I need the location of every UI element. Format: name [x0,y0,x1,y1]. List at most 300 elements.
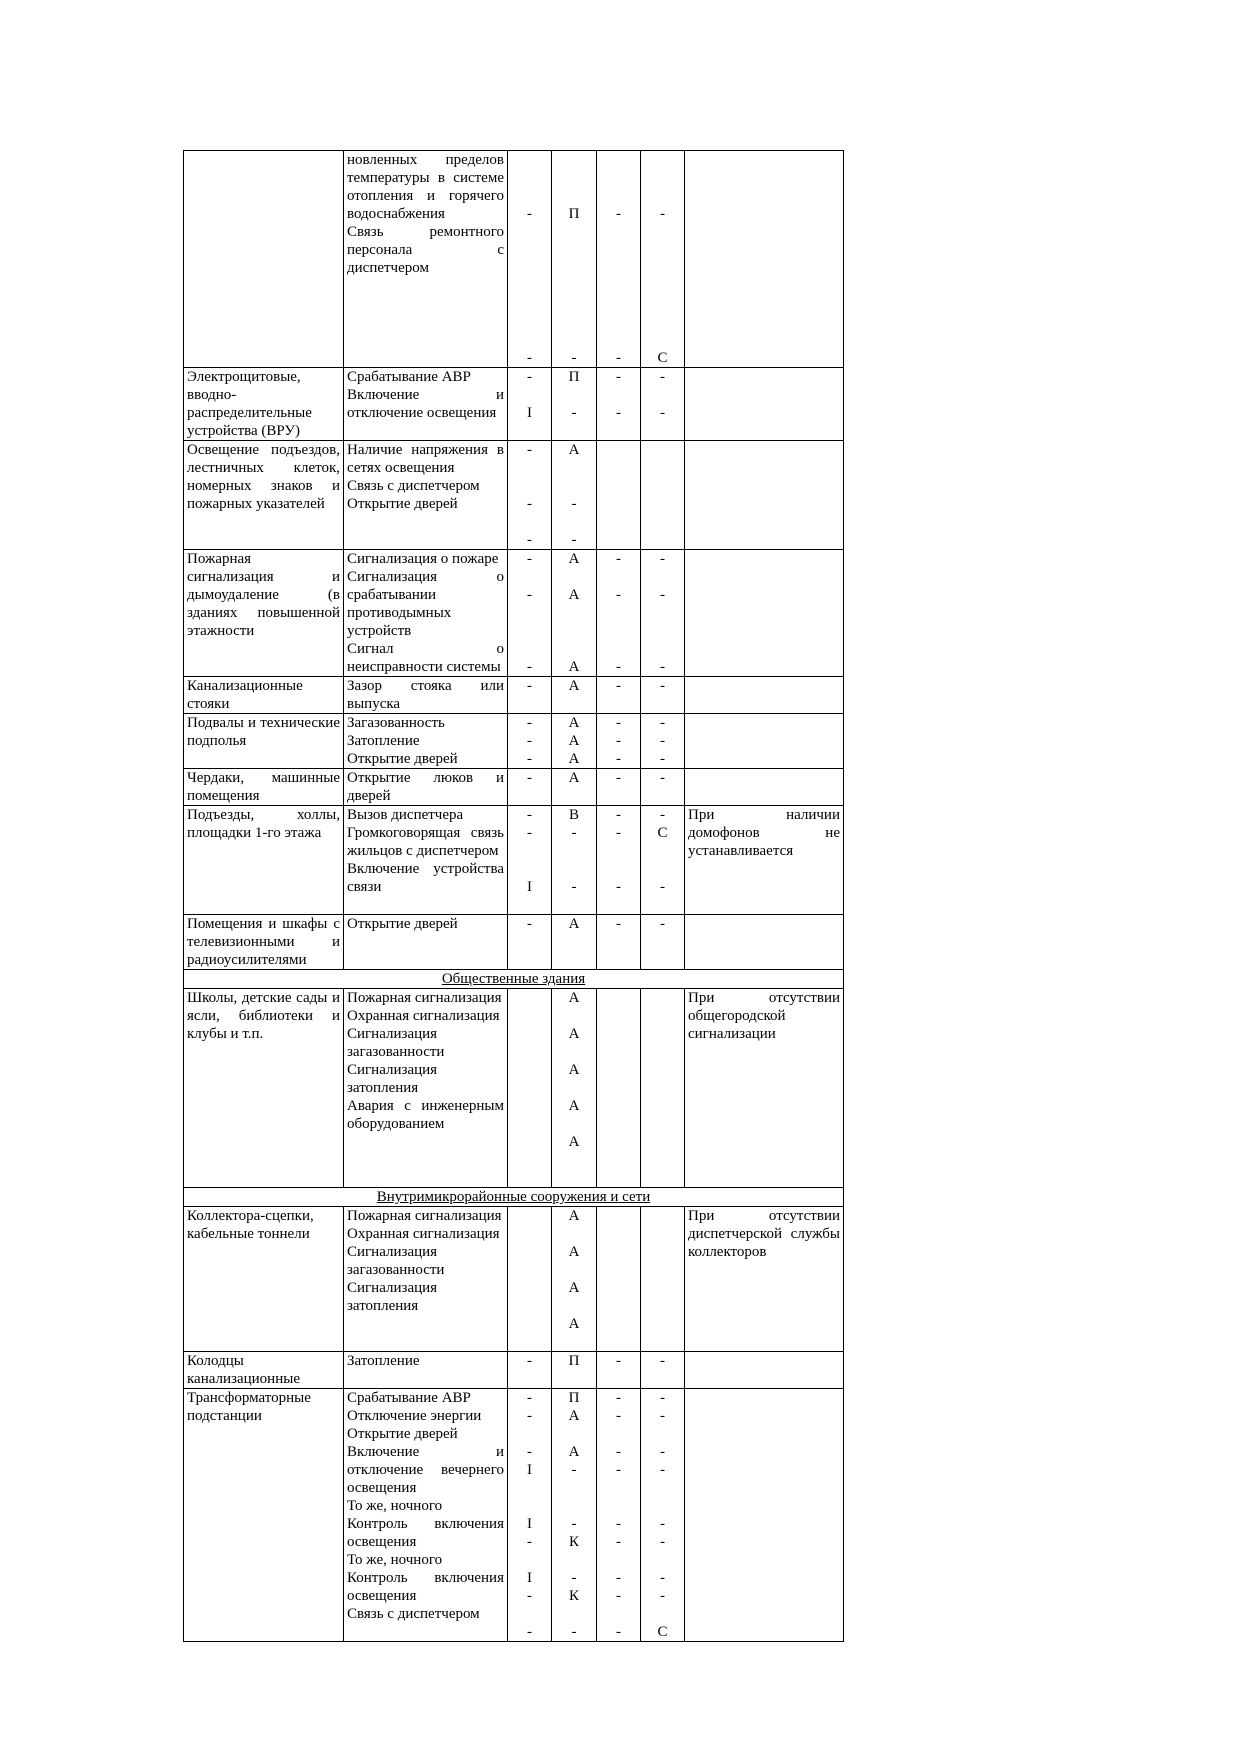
signal-mark: - [616,807,621,823]
signal-mark: - [527,442,532,458]
signal-mark [508,1043,551,1061]
signal-column-4 [641,550,685,677]
signal-mark [641,842,684,860]
signal-mark [597,223,640,241]
signal-mark [508,1243,551,1261]
signal-mark: - [527,807,532,823]
object-cell: Подвалы и технические подполья [184,714,344,769]
note-cell [685,441,844,550]
object-cell: Чердаки, машинные помещения [184,769,344,806]
table-row [184,151,844,368]
signal-mark: - [616,879,621,895]
signal-mark [552,1115,596,1133]
parameter-item: Затопление [347,1353,420,1369]
signal-mark [508,459,551,477]
signal-mark [641,459,684,477]
signal-column-2 [552,714,597,769]
signal-column-4 [641,1207,685,1352]
signal-mark [597,1425,640,1443]
signal-mark [641,1497,684,1515]
signal-mark: А [568,551,580,567]
signal-mark: I [527,1462,532,1478]
signal-mark: - [660,1462,665,1478]
parameter-item: Зазор стояка или выпуска [347,678,504,712]
signal-mark [508,259,551,277]
signal-mark: - [616,659,621,675]
signal-mark [597,1151,640,1169]
signal-mark: - [616,733,621,749]
section-title: Общественные здания [184,970,844,989]
signal-mark: А [568,715,580,731]
signal-mark: - [660,678,665,694]
table-row [184,1389,844,1642]
signal-mark: - [660,1444,665,1460]
table-row [184,368,844,441]
signal-mark [641,531,684,549]
parameter-cell [344,441,508,550]
signal-mark: - [660,1588,665,1604]
signal-mark: - [571,496,577,512]
signal-mark [597,951,640,969]
parameter-item: Сигнализация затопления [347,1062,438,1096]
signal-mark [597,1297,640,1315]
table-row [184,550,844,677]
object-cell: Подъезды, холлы, площадки 1-го этажа [184,806,344,915]
signal-column-3 [597,368,641,441]
signal-mark [597,933,640,951]
signal-mark: А [568,1026,580,1042]
signal-mark [508,1297,551,1315]
parameter-item: Вызов диспетчера [347,807,464,823]
signal-column-3 [597,1207,641,1352]
signal-column-4 [641,989,685,1188]
signal-mark: I [527,879,532,895]
signal-mark [641,933,684,951]
parameter-item: Пожарная сигнализация [347,990,502,1006]
signal-mark [641,1243,684,1261]
signal-column-1 [508,915,552,970]
signal-mark [597,477,640,495]
signal-mark: I [527,1516,532,1532]
parameter-item: Громкоговорящая связь жильцов с диспетчером [347,825,504,859]
signal-mark [597,1115,640,1133]
signal-mark [641,1061,684,1079]
signal-column-1 [508,769,552,806]
signal-mark [552,259,596,277]
signal-column-3 [597,151,641,368]
signal-mark [508,1169,551,1187]
signal-mark: А [568,1244,580,1260]
signal-mark [597,459,640,477]
parameter-cell [344,915,508,970]
signal-mark [552,1333,596,1351]
parameter-item: Контроль включения освещения [347,1516,504,1550]
signal-mark: П [568,1390,580,1406]
signal-mark [552,313,596,331]
section-title: Внутримикрорайонные сооружения и сети [184,1188,844,1207]
signal-column-1 [508,677,552,714]
parameter-item: Контроль включения освещения [347,1570,504,1604]
signal-mark [597,151,640,169]
signal-column-1 [508,151,552,368]
signal-mark: - [527,532,532,548]
signal-mark [641,1315,684,1333]
signal-mark: - [571,825,577,841]
signal-mark [597,1225,640,1243]
signal-column-2 [552,368,597,441]
parameter-item: Сигнализация о пожаре [347,551,499,567]
signal-mark [508,860,551,878]
signal-mark [641,989,684,1007]
signal-mark [552,1151,596,1169]
signal-mark [597,622,640,640]
signal-mark: - [527,1353,532,1369]
signal-mark [641,951,684,969]
signal-mark [641,1297,684,1315]
signal-mark [508,1279,551,1297]
parameter-item: Открытие дверей [347,1426,458,1442]
signal-mark: - [616,770,621,786]
signal-mark [508,331,551,349]
signal-mark: - [527,678,532,694]
signal-mark [508,295,551,313]
signal-mark [552,151,596,169]
signal-mark [508,951,551,969]
parameter-cell [344,769,508,806]
object-cell: Пожарная сигнализация и дымоудаление (в зданиях повышенной этажности [184,550,344,677]
parameter-item: То же, ночного [347,1552,443,1568]
signal-mark: - [660,733,665,749]
signal-mark: А [568,1408,580,1424]
signal-mark [552,1043,596,1061]
signal-mark: С [657,825,668,841]
signal-column-1 [508,714,552,769]
signal-mark: П [568,1353,580,1369]
table-row [184,769,844,806]
signal-mark [641,169,684,187]
signal-mark: - [571,532,577,548]
signal-mark [597,1243,640,1261]
signal-mark [641,640,684,658]
note-cell [685,769,844,806]
signal-mark: С [657,1624,668,1640]
note-cell [685,714,844,769]
signal-mark [552,1079,596,1097]
signal-mark [597,1261,640,1279]
parameter-cell [344,714,508,769]
signal-mark: А [568,678,580,694]
parameter-item: новленных пределов температуры в системе отопления и горячего водоснабжения [347,152,504,222]
parameter-item: Связь с диспетчером [347,478,480,494]
signal-mark: - [527,496,532,512]
signal-mark: - [571,350,577,366]
signal-mark: А [568,770,580,786]
signal-column-3 [597,677,641,714]
note-cell [685,151,844,368]
signal-mark: П [568,369,580,385]
signal-mark: - [616,1390,621,1406]
object-cell: Трансформаторные подстанции [184,1389,344,1642]
signal-mark [552,640,596,658]
signal-mark: К [568,1534,579,1550]
signal-mark [508,1315,551,1333]
signal-mark [641,477,684,495]
parameter-item: Сигнализация затопления [347,1280,438,1314]
signal-mark [552,1605,596,1623]
parameter-item: Сигнал о неисправности системы [347,641,504,675]
signal-column-4 [641,1352,685,1389]
signal-mark [552,477,596,495]
signal-mark: - [527,1624,532,1640]
signal-mark [641,568,684,586]
signal-mark [552,951,596,969]
signal-mark: - [660,1353,665,1369]
parameter-item: Затопление [347,733,420,749]
signal-mark: - [571,405,577,421]
signal-mark [597,842,640,860]
signal-mark [641,386,684,404]
table-body [184,151,844,1642]
signal-mark: - [527,770,532,786]
signal-mark [508,422,551,440]
signal-mark [597,896,640,914]
signal-mark [641,1079,684,1097]
signal-mark [597,1007,640,1025]
signal-mark [508,568,551,586]
signal-mark: - [616,751,621,767]
signal-mark [508,1479,551,1497]
parameter-item: Открытие дверей [347,916,458,932]
signalization-table [183,150,844,1642]
signal-mark: - [660,715,665,731]
signal-column-1 [508,1352,552,1389]
note-cell [685,1352,844,1389]
signal-mark: - [527,733,532,749]
object-cell: Школы, детские сады и ясли, библиотеки и клубы и т.п. [184,989,344,1188]
signal-mark [508,1497,551,1515]
parameter-item: Включение и отключение освещения [347,387,504,421]
table-row [184,1207,844,1352]
signal-mark [597,313,640,331]
signal-column-1 [508,368,552,441]
signal-column-1 [508,441,552,550]
signal-mark: - [660,587,665,603]
signal-mark [641,331,684,349]
signal-mark [508,1061,551,1079]
signal-mark: I [527,405,532,421]
signal-mark [641,1261,684,1279]
signal-mark [552,896,596,914]
signal-column-4 [641,915,685,970]
signal-mark [508,477,551,495]
signal-mark [508,313,551,331]
signal-mark [552,187,596,205]
parameter-item: Связь ремонтного персонала с диспетчером [347,224,504,276]
signal-mark [508,1079,551,1097]
signal-mark: А [568,587,580,603]
signal-mark [508,169,551,187]
signal-mark: - [616,1516,621,1532]
parameter-item: Наличие напряжения в сетях освещения [347,442,504,476]
note-cell: При отсутствии общегородской сигнализации [685,989,844,1188]
signal-mark [641,1551,684,1569]
signal-mark [552,933,596,951]
signal-mark: - [527,1390,532,1406]
signal-mark [508,1261,551,1279]
signal-mark [508,1551,551,1569]
signal-mark: А [568,1134,580,1150]
signal-mark [641,1479,684,1497]
signal-column-4 [641,441,685,550]
signal-mark [508,1225,551,1243]
signal-column-2 [552,989,597,1188]
signal-mark [597,787,640,805]
signal-mark [552,1225,596,1243]
signal-mark: - [616,350,621,366]
signal-mark: - [616,1408,621,1424]
signal-mark [508,896,551,914]
signal-column-4 [641,368,685,441]
signal-column-1 [508,806,552,915]
parameter-item: Срабатывание АВР [347,1390,471,1406]
signal-mark [597,1605,640,1623]
signal-column-3 [597,989,641,1188]
parameter-item: Загазованность [347,715,445,731]
table-row [184,915,844,970]
signal-mark [508,787,551,805]
signal-mark: - [527,715,532,731]
signal-mark: - [660,551,665,567]
signal-column-3 [597,1389,641,1642]
signal-mark [641,495,684,513]
signal-column-1 [508,989,552,1188]
signal-mark [552,1261,596,1279]
signal-mark: А [568,659,580,675]
signal-mark: А [568,1280,580,1296]
signal-mark: - [571,1570,577,1586]
signal-mark [641,1043,684,1061]
signal-column-2 [552,769,597,806]
signal-mark [597,1479,640,1497]
signal-mark [597,1333,640,1351]
note-cell [685,550,844,677]
signal-mark [508,1605,551,1623]
parameter-cell [344,151,508,368]
signal-column-2 [552,1352,597,1389]
signal-mark [641,441,684,459]
signal-mark: - [660,751,665,767]
signal-mark: - [616,1624,621,1640]
signal-mark: - [527,825,532,841]
signal-mark [508,1207,551,1225]
signal-column-3 [597,769,641,806]
signal-column-3 [597,550,641,677]
signal-column-3 [597,1352,641,1389]
signal-mark: - [527,659,532,675]
signal-column-3 [597,441,641,550]
signal-mark [641,695,684,713]
signal-mark [552,422,596,440]
signal-mark [552,1007,596,1025]
signal-mark: - [616,916,621,932]
signal-mark [597,1079,640,1097]
signal-column-4 [641,151,685,368]
signal-column-4 [641,714,685,769]
signal-mark: - [527,206,532,222]
signal-mark [552,1497,596,1515]
signal-mark [597,295,640,313]
signal-mark [597,989,640,1007]
parameter-item: Охранная сигнализация [347,1226,500,1242]
signal-mark [597,640,640,658]
signal-mark [641,422,684,440]
signal-mark [552,169,596,187]
signal-mark [597,513,640,531]
signal-column-1 [508,1207,552,1352]
signal-mark: - [616,369,621,385]
signal-mark [508,277,551,295]
signal-mark [597,695,640,713]
signal-mark: - [616,1462,621,1478]
signal-mark [597,604,640,622]
signal-column-3 [597,714,641,769]
signal-mark: - [527,1408,532,1424]
signal-mark: - [616,551,621,567]
signal-mark [552,568,596,586]
signal-mark [641,295,684,313]
parameter-item: Включение устройства связи [347,861,504,895]
signal-mark [552,787,596,805]
signal-mark: - [660,916,665,932]
signal-mark: - [527,551,532,567]
signal-mark [552,513,596,531]
parameter-item: То же, ночного [347,1498,443,1514]
signal-mark [641,187,684,205]
object-cell: Освещение подъездов, лестничных клеток, номерных знаков и пожарных указателей [184,441,344,550]
signal-mark [597,1043,640,1061]
parameter-item: Включение и отключение вечернего освещения [347,1444,504,1496]
signal-mark: - [660,1408,665,1424]
signal-mark: - [660,1570,665,1586]
signal-mark: - [571,1624,577,1640]
signal-column-2 [552,1389,597,1642]
object-cell: Помещения и шкафы с телевизионными и радиоусилителями [184,915,344,970]
signal-mark: - [660,879,665,895]
object-cell: Коллектора-сцепки, кабельные тоннели [184,1207,344,1352]
table-row [184,677,844,714]
signal-mark: - [660,807,665,823]
signal-mark: А [568,990,580,1006]
signal-mark [641,896,684,914]
signal-mark [641,1133,684,1151]
signal-mark [641,223,684,241]
signal-mark [641,1007,684,1025]
signal-mark: - [660,1534,665,1550]
note-cell [685,915,844,970]
signal-mark [508,989,551,1007]
parameter-item: Открытие дверей [347,751,458,767]
signal-mark [597,1207,640,1225]
signal-mark [641,1225,684,1243]
signal-column-2 [552,441,597,550]
table-row [184,989,844,1188]
signal-column-4 [641,769,685,806]
signal-mark [508,622,551,640]
note-cell: При отсутствии диспетчерской службы коллекторов [685,1207,844,1352]
signal-mark: - [616,715,621,731]
table-row [184,806,844,915]
signal-mark: - [527,369,532,385]
